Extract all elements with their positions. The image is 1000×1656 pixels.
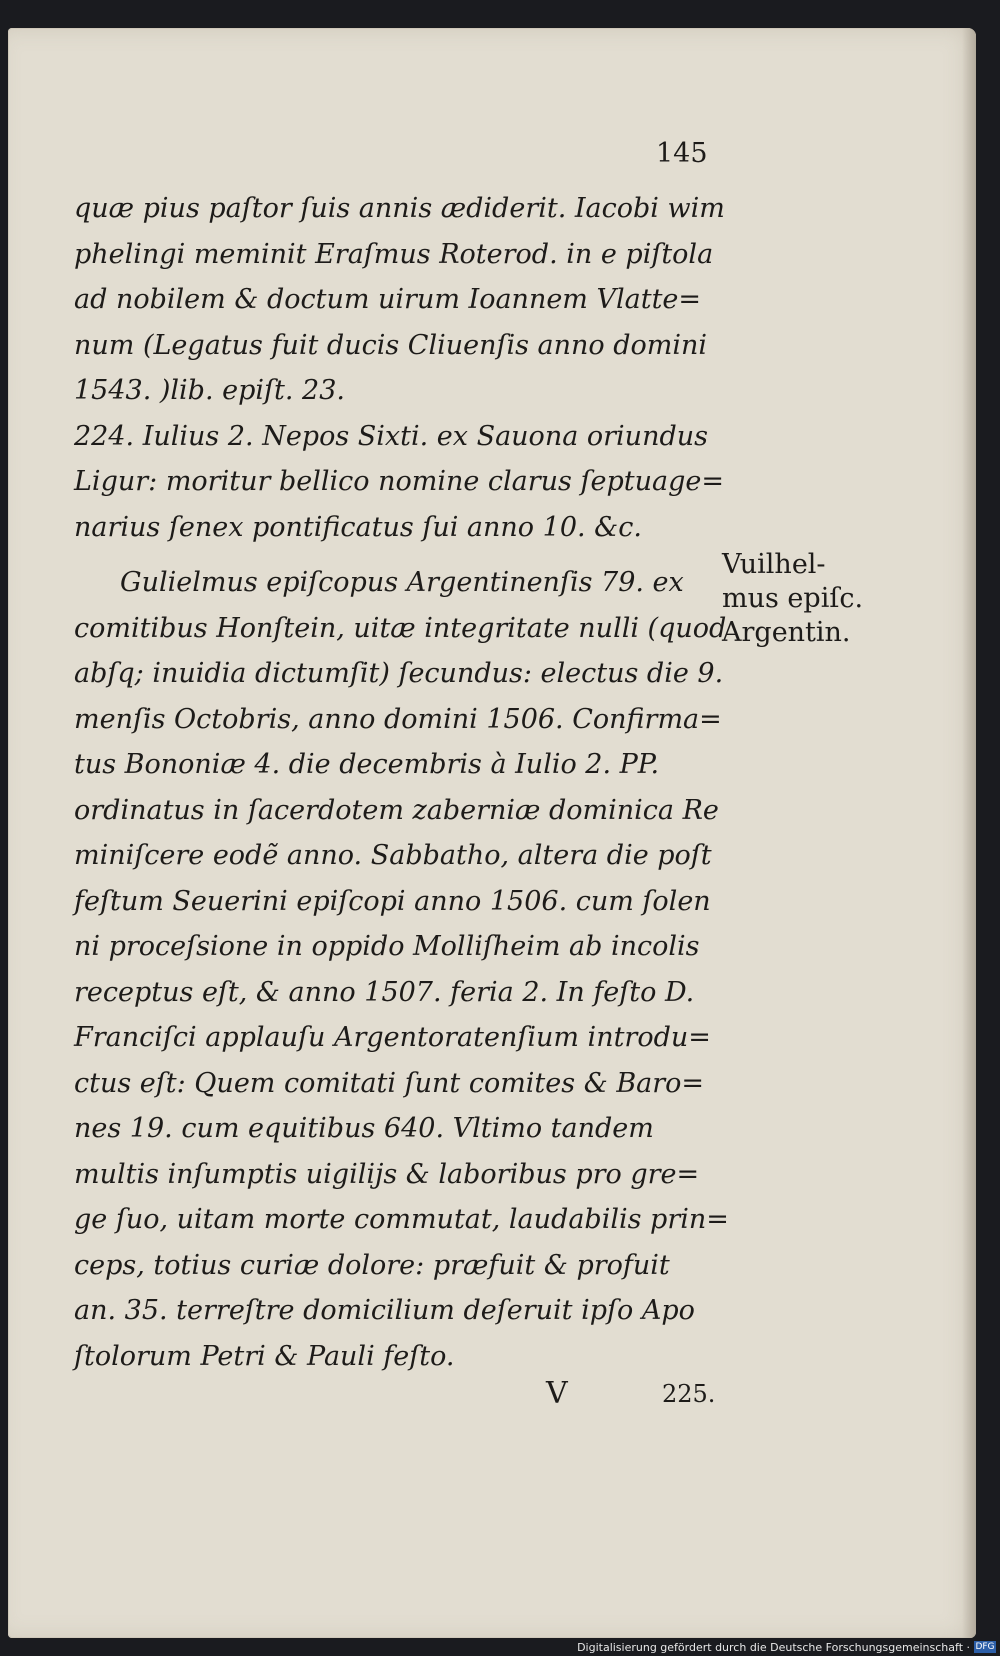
text-line: phelingi meminit Eraſmus Roterod. in e piſtola [74,238,714,270]
main-text [74,186,729,1379]
signature-mark: V [546,1376,568,1411]
marginal-note [722,548,892,650]
text-line: Franciſci applauſu Argentoratenſium introdu= [74,1022,711,1053]
text-line: Ligur: moritur bellico nomine clarus ſeptuage= [74,466,724,497]
text-line: an. 35. terreſtre domicilium deſeruit ipſo Apo [74,1295,695,1326]
text-line: Gulielmus epiſcopus Argentinenſis 79. ex [120,567,684,598]
book-page [8,28,976,1638]
text-line: 1543. )lib. epiſt. 23. [74,375,345,406]
marginal-line: mus epiſc. [722,583,864,614]
text-line: abſq; inuidia dictumſit) ſecundus: electus die 9. [74,658,724,689]
text-line: tus Bononiæ 4. die decembris à Iulio 2. PP. [74,749,660,780]
text-line: receptus eſt, & anno 1507. feria 2. In feſto D. [74,976,695,1008]
text-line: multis inſumptis uigilijs & laboribus pro gre= [74,1158,700,1190]
text-line: ſtolorum Petri & Pauli feſto. [74,1340,455,1372]
text-line: feſtum Seuerini epiſcopi anno 1506. cum ſolen [74,885,711,917]
dfg-logo: DFG [975,1642,995,1652]
text-line: num (Legatus fuit ducis Cliuenſis anno domini [74,329,708,361]
text-line: narius ſenex pontificatus ſui anno 10. &c. [74,511,642,543]
text-line: ni proceſsione in oppido Molliſheim ab incolis [74,931,700,962]
text-line: miniſcere eodẽ anno. Sabbatho, altera die poſt [74,840,712,871]
text-line: nes 19. cum equitibus 640. Vltimo tandem [74,1113,654,1144]
text-line: ad nobilem & doctum uirum Ioannem Vlatte= [74,284,702,315]
text-line: ceps, totius curiæ dolore: præfuit & profuit [74,1249,670,1281]
folio-number: 145 [656,138,708,169]
paragraph-gap [74,550,724,560]
catchword: 225. [662,1380,716,1408]
marginal-line: Vuilhel- [722,549,826,580]
marginal-line: Argentin. [722,617,851,648]
text-line: 224. Iulius 2. Nepos Sixti. ex Sauona oriundus [74,420,708,452]
text-line: ordinatus in ſacerdotem zaberniæ dominica Re [74,794,719,826]
text-line: ctus eſt: Quem comitati ſunt comites & Baro= [74,1067,705,1099]
text-line: comitibus Honſtein, uitæ integritate nulli (quod [74,612,727,644]
text-line: quæ pius paſtor ſuis annis ædiderit. Iacobi wim [74,193,725,224]
funding-credit: Digitalisierung gefördert durch die Deutsche Forschungsgemeinschaft · [577,1641,970,1654]
text-line: ge ſuo, uitam morte commutat, laudabilis prin= [74,1204,729,1235]
text-line: menſis Octobris, anno domini 1506. Confirma= [74,703,722,735]
